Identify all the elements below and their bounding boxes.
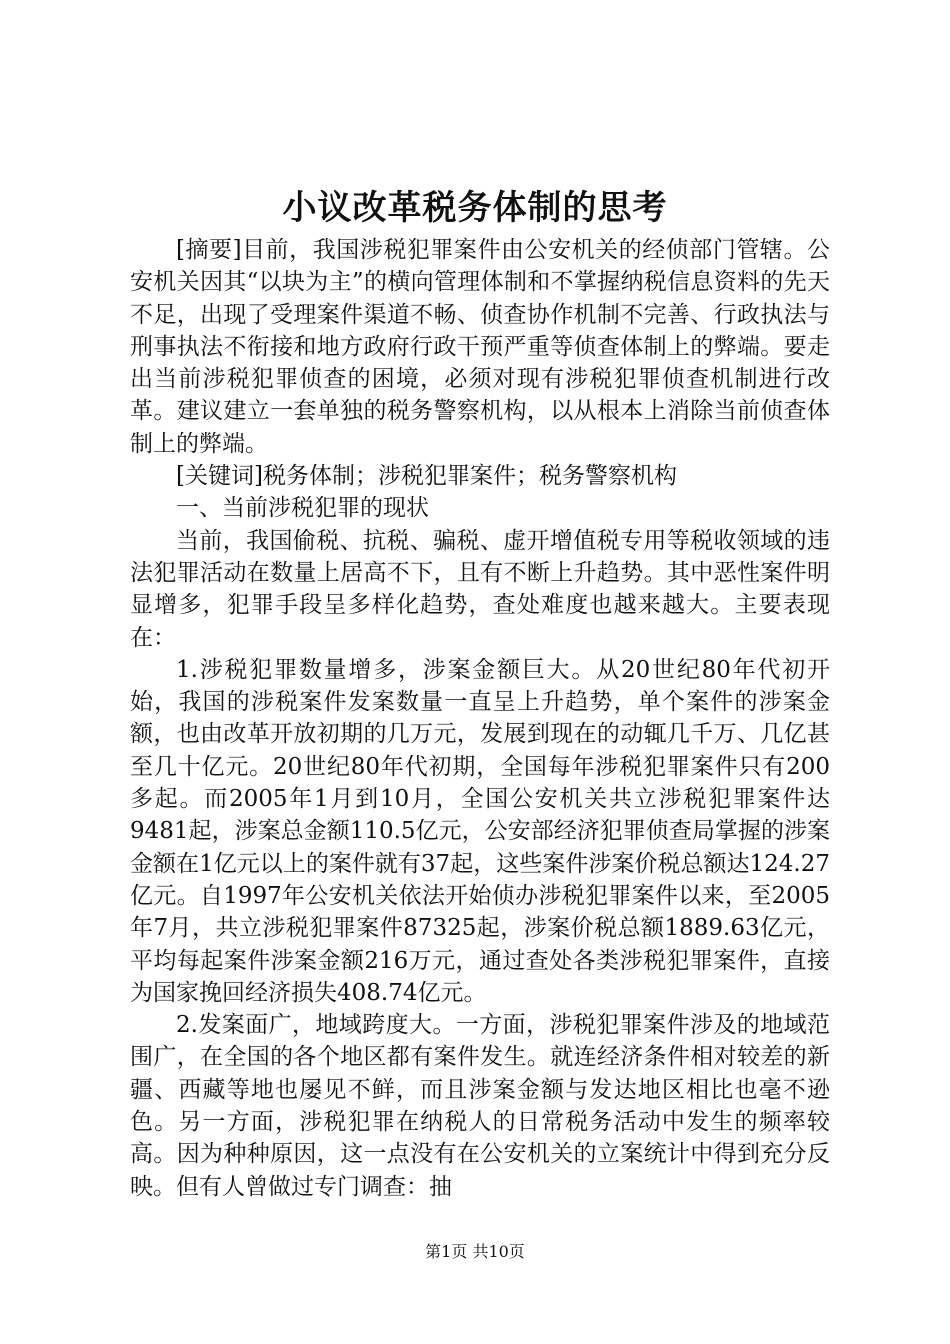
abstract-paragraph: [摘要]目前，我国涉税犯罪案件由公安机关的经侦部门管辖。公安机关因其“以块为主”的横向管理体制和不掌握纳税信息资料的先天不足，出现了受理案件渠道不畅、侦查协作机制不完善、行政执法与刑事执法不衔接和地方政府行政干预严重等侦查体制上的弊端。要走出当前涉税犯罪侦查的困境，必须对现有涉税犯罪侦查机制进行改革。建议建立一套单独的税务警察机构，以从根本上消除当前侦查体制上的弊端。	[130, 237, 830, 457]
page-number-footer: 第1页 共10页	[425, 1242, 525, 1261]
body-paragraph: 1.涉税犯罪数量增多，涉案金额巨大。从20世纪80年代初开始，我国的涉税案件发案数量一直呈上升趋势，单个案件的涉案金额，也由改革开放初期的几万元，发展到现在的动辄几千万、几亿甚至几十亿元。20世纪80年代初期，全国每年涉税犯罪案件只有200多起。而2005年1月到10月，全国公安机关共立涉税犯罪案件达9481起，涉案总金额110.5亿元，公安部经济犯罪侦查局掌握的涉案金额在1亿元以上的案件就有37起，这些案件涉案价税总额达124.27亿元。自1997年公安机关依法开始侦办涉税犯罪案件以来，至2005年7月，共立涉税犯罪案件87325起，涉案价税总额1889.63亿元，平均每起案件涉案金额216万元，通过查处各类涉税犯罪案件，直接为国家挽回经济损失408.74亿元。	[130, 656, 830, 1006]
body-paragraph: 当前，我国偷税、抗税、骗税、虚开增值税专用等税收领域的违法犯罪活动在数量上居高不下，且有不断上升趋势。其中恶性案件明显增多，犯罪手段呈多样化趋势，查处难度也越来越大。主要表现在：	[130, 527, 830, 651]
document-body	[130, 234, 830, 1203]
document-title: 小议改革税务体制的思考	[282, 188, 668, 228]
body-paragraph: 2.发案面广，地域跨度大。一方面，涉税犯罪案件涉及的地域范围广，在全国的各个地区都有案件发生。就连经济条件相对较差的新疆、西藏等地也屡见不鲜，而且涉案金额与发达地区相比也毫不逊色。另一方面，涉税犯罪在纳税人的日常税务活动中发生的频率较高。因为种种原因，这一点没有在公安机关的立案统计中得到充分反映。但有人曾做过专门调查：抽	[130, 1012, 830, 1200]
keywords-paragraph: [关键词]税务体制；涉税犯罪案件；税务警察机构	[176, 463, 677, 490]
section-heading: 一、当前涉税犯罪的现状	[176, 495, 429, 522]
